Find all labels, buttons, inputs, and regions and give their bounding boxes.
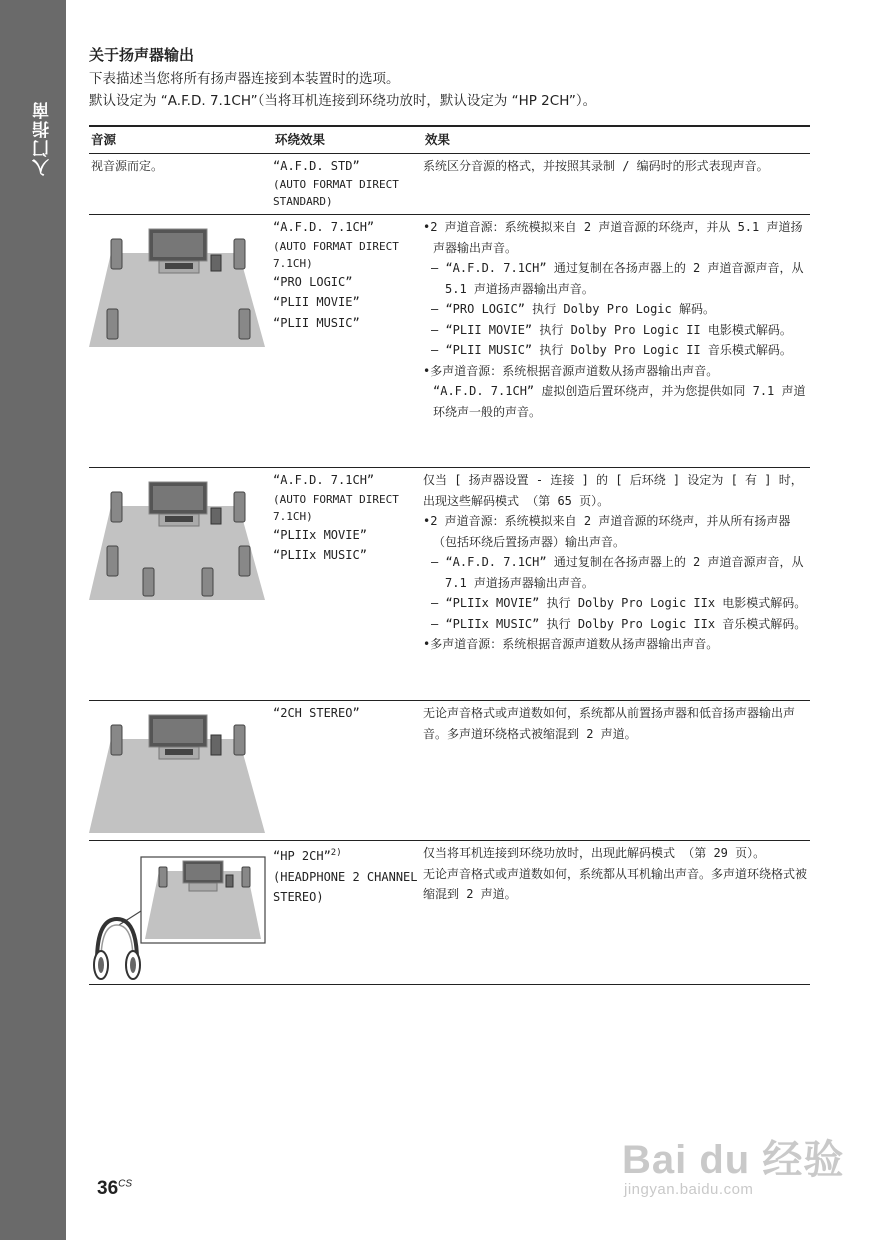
source-cell: 视音源而定。 xyxy=(89,153,273,215)
mode-name: “2CH STEREO” xyxy=(273,706,360,720)
table-row xyxy=(89,701,810,841)
header-mode: 环绕效果 xyxy=(273,126,423,153)
watermark-url: jingyan.baidu.com xyxy=(624,1181,754,1198)
speaker-diagram-stereo xyxy=(89,701,273,841)
effect-text: 仅当 [ 扬声器设置 - 连接 ] 的 [ 后环绕 ] 设定为 [ 有 ] 时，出现这些解码模式 （第 65 页）。 xyxy=(423,473,803,508)
effect-cell xyxy=(423,153,810,215)
mode-name: “PLII MUSIC” xyxy=(273,315,360,330)
intro-line-2: 默认设定为 “A.F.D. 7.1CH”（当将耳机连接到环绕功放时，默认设定为 “HP 2CH”）。 xyxy=(89,93,597,109)
page-number-suffix: CS xyxy=(118,1178,133,1190)
effect-text: 系统区分音源的格式，并按照其录制 / 编码时的形式表现声音。 xyxy=(423,158,769,173)
mode-name: “A.F.D. 7.1CH” xyxy=(273,473,375,487)
mode-desc: (AUTO FORMAT DIRECT 7.1CH) xyxy=(273,239,399,270)
speaker-output-table xyxy=(89,125,810,985)
page-number xyxy=(97,1178,132,1200)
effect-sub-item: – “PLIIx MUSIC” 执行 Dolby Pro Logic IIx 音乐模式解码。 xyxy=(431,616,807,631)
mode-name-text: “HP 2CH” xyxy=(273,849,331,863)
footnote-mark: 2) xyxy=(330,848,342,858)
intro-line-1: 下表描述当您将所有扬声器连接到本装置时的选项。 xyxy=(89,71,400,87)
effect-text: 仅当将耳机连接到环绕功放时，出现此解码模式 （第 29 页）。 xyxy=(423,846,766,860)
mode-name: “PLIIx MOVIE” xyxy=(273,527,367,542)
speaker-layout-7-1-illustration xyxy=(89,468,265,600)
sidebar-label: 入门指南 xyxy=(33,100,53,176)
speaker-layout-5-1-illustration xyxy=(89,215,265,347)
table-row xyxy=(89,153,810,215)
speaker-layout-stereo-illustration xyxy=(89,701,265,833)
effect-sub-item: – “A.F.D. 7.1CH” 通过复制在各扬声器上的 2 声道音源声音，从 7.1 声道扬声器输出声音。 xyxy=(431,555,804,590)
effect-sub-item: – “PLII MOVIE” 执行 Dolby Pro Logic II 电影模式解码。 xyxy=(431,322,792,337)
mode-name: “A.F.D. STD” xyxy=(273,158,360,173)
effect-sub-item: – “PLIIx MOVIE” 执行 Dolby Pro Logic IIx 电影模式解码。 xyxy=(431,596,807,610)
mode-name xyxy=(273,843,423,867)
mode-cell xyxy=(273,468,423,701)
mode-desc: (HEADPHONE 2 CHANNEL STEREO) xyxy=(273,869,418,904)
effect-sub-item: – “A.F.D. 7.1CH” 通过复制在各扬声器上的 2 声道音源声音，从 5.1 声道扬声器输出声音。 xyxy=(431,261,804,296)
effect-cell xyxy=(423,468,810,701)
table-row xyxy=(89,215,810,468)
headphone-layout-illustration xyxy=(89,841,269,981)
effect-cell xyxy=(423,841,810,985)
mode-cell xyxy=(273,215,423,468)
table-row xyxy=(89,468,810,701)
header-source: 音源 xyxy=(89,126,273,153)
effect-text: “A.F.D. 7.1CH” 虚拟创造后置环绕声，并为您提供如同 7.1 声道环绕声一般的声音。 xyxy=(433,384,806,419)
effect-cell xyxy=(423,215,810,468)
mode-cell xyxy=(273,153,423,215)
effect-bullet: •多声道音源：系统根据音源声道数从扬声器输出声音。 xyxy=(423,637,719,651)
mode-desc: (AUTO FORMAT DIRECT 7.1CH) xyxy=(273,492,399,523)
effect-sub-item: – “PRO LOGIC” 执行 Dolby Pro Logic 解码。 xyxy=(431,302,715,316)
effect-text: 无论声音格式或声道数如何，系统都从前置扬声器和低音扬声器输出声音。多声道环绕格式被缩混到 2 声道。 xyxy=(423,706,796,741)
page-number-value: 36 xyxy=(97,1178,119,1199)
headphone-diagram xyxy=(89,841,273,985)
effect-bullet: •2 声道音源：系统模拟来自 2 声道音源的环绕声，并从 5.1 声道扬声器输出声音。 xyxy=(423,220,803,255)
effect-bullet: •2 声道音源：系统模拟来自 2 声道音源的环绕声，并从所有扬声器 （包括环绕后置扬声器）输出声音。 xyxy=(423,514,791,549)
mode-name: “PLIIx MUSIC” xyxy=(273,548,367,562)
speaker-diagram-5-1 xyxy=(89,215,273,468)
effect-text: 无论声音格式或声道数如何，系统都从耳机输出声音。多声道环绕格式被缩混到 2 声道。 xyxy=(423,866,808,901)
mode-cell xyxy=(273,701,423,841)
mode-cell xyxy=(273,841,423,985)
baidu-watermark xyxy=(622,1128,844,1198)
effect-bullet: •多声道音源：系统根据音源声道数从扬声器输出声音。 xyxy=(423,363,719,378)
mode-name: “A.F.D. 7.1CH” xyxy=(273,220,375,234)
mode-desc: (AUTO FORMAT DIRECT STANDARD) xyxy=(273,178,399,208)
mode-name: “PLII MOVIE” xyxy=(273,295,360,309)
watermark-main: Bai du 经验 xyxy=(622,1138,845,1182)
intro-text xyxy=(89,68,596,112)
table-header-row xyxy=(89,126,810,153)
speaker-diagram-7-1 xyxy=(89,468,273,701)
effect-cell xyxy=(423,701,810,841)
effect-sub-item: – “PLII MUSIC” 执行 Dolby Pro Logic II 音乐模式解码。 xyxy=(431,343,792,357)
header-effect: 效果 xyxy=(423,126,810,153)
sidebar-tab xyxy=(0,0,66,1240)
mode-name: “PRO LOGIC” xyxy=(273,274,353,289)
table-row xyxy=(89,841,810,985)
section-title: 关于扬声器输出 xyxy=(89,46,195,64)
